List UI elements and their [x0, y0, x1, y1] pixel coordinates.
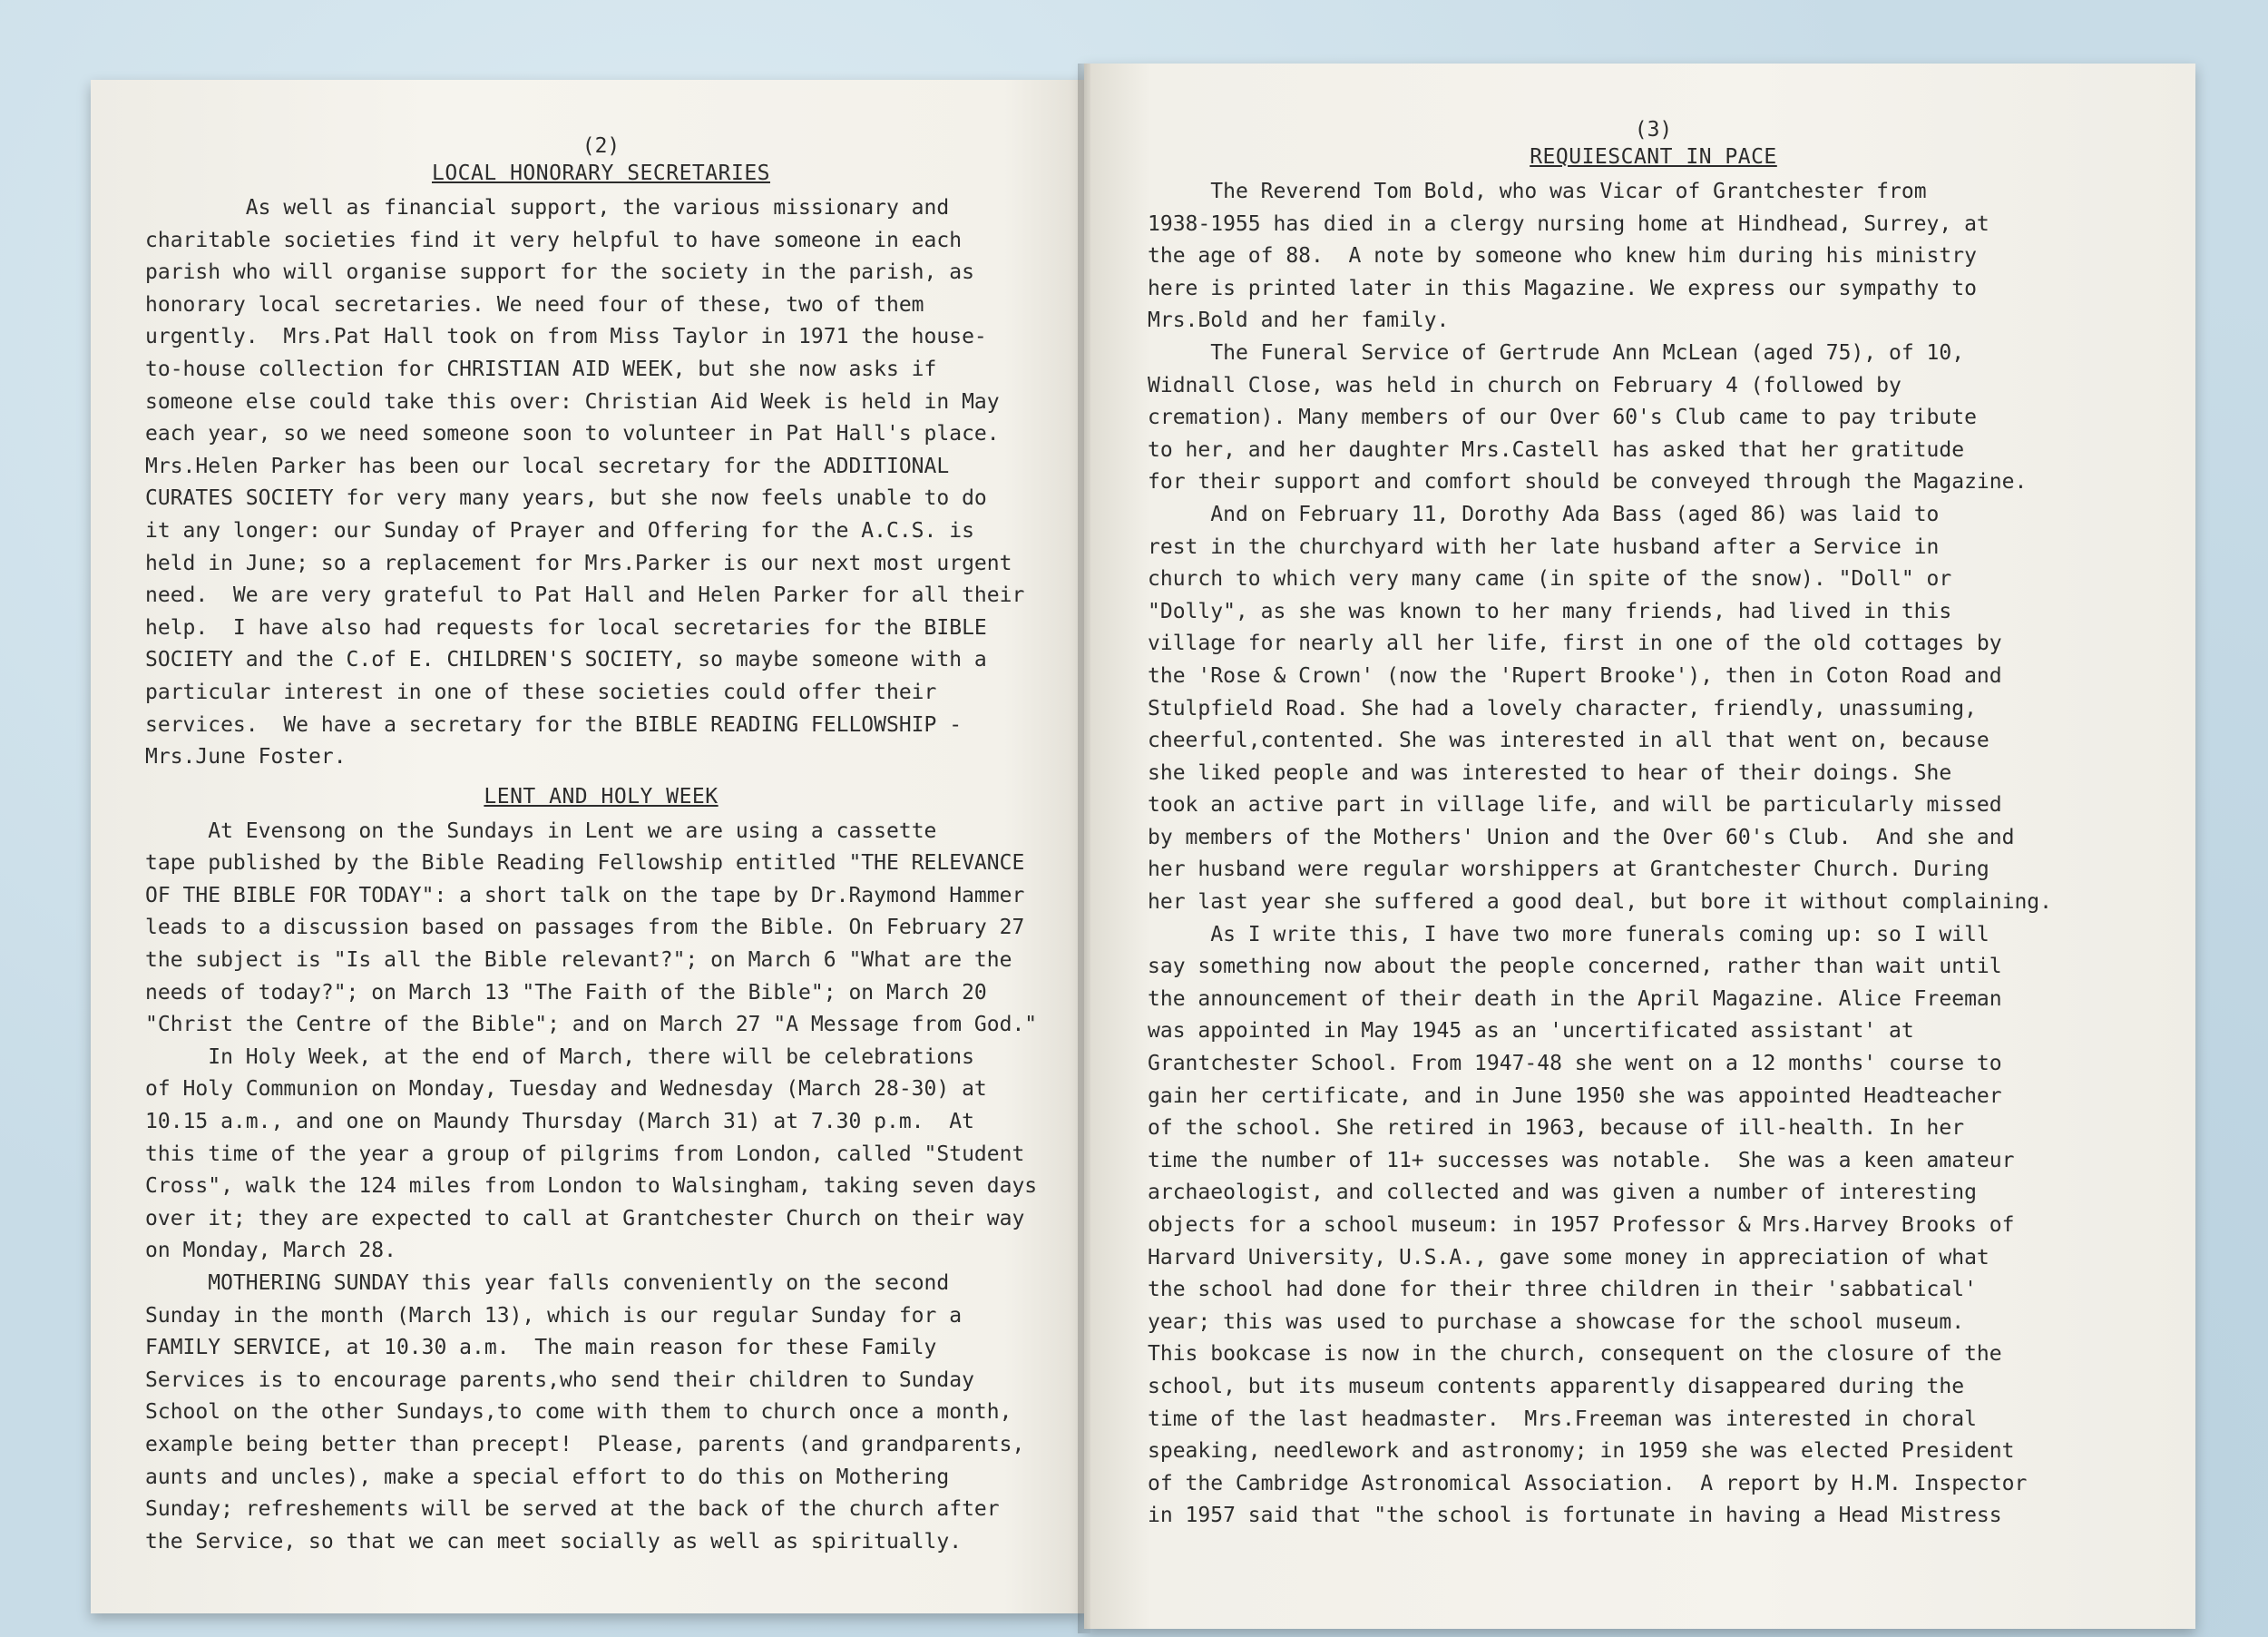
section-heading: REQUIESCANT IN PACE: [1530, 145, 1777, 169]
right-page: [1084, 64, 2195, 1629]
left-page: [91, 80, 1084, 1613]
section-heading: LOCAL HONORARY SECRETARIES: [431, 162, 771, 185]
section-heading: LENT AND HOLY WEEK: [484, 784, 719, 809]
page-number: (3): [1634, 118, 1673, 142]
section-body: As well as financial support, the various missionary and charitable societies find it very helpful to have someone in each parish who will organise support for the society in the parish, as honorary local secretaries. We need four of these, two of them urgently. Mrs.Pat Hall took on from Miss Taylor in 1971 the house- to-house collection for CHRISTIAN AID WEEK, but she now asks if someone else could take this over: Christian Aid Week is held in May each year, so we need someone soon to volunteer in Pat Hall's place. Mrs.Helen Parker has been our local secretary for the ADDITIONAL CURATES SOCIETY for very many years, but she now feels unable to do it any longer: our Sunday of Prayer and Offering for the A.C.S. is held in June; so a replacement for Mrs.Parker is our next most urgent need. We are very grateful to Pat Hall and Helen Parker for all their help. I have also had requests for local secretaries for the BIBLE SOCIETY and the C.of E. CHILDREN'S SOCIETY, so maybe someone with a particular interest in one of these societies could offer their services. We have a secretary for the BIBLE READING FELLOWSHIP - Mrs.June Foster.: [145, 196, 1025, 769]
section-body: The Reverend Tom Bold, who was Vicar of Grantchester from 1938-1955 has died in a clergy nursing home at Hindhead, Surrey, at the age of 88. A note by someone who knew him during his ministry here is printed later in this Magazine. We express our sympathy to Mrs.Bold and her family. The Funeral Service of Gertrude Ann McLean (aged 75), of 10, Widnall Close, was held in church on February 4 (followed by cremation). Many members of our Over 60's Club came to pay tribute to her, and her daughter Mrs.Castell has asked that her gratitude for their support and comfort should be conveyed through the Magazine. And on February 11, Dorothy Ada Bass (aged 86) was laid to rest in the churchyard with her late husband after a Service in church to which very many came (in spite of the snow). "Doll" or "Dolly", as she was known to her many friends, had lived in this village for nearly all her life, first in one of the old cottages by the 'Rose & Crown' (now the 'Rupert Brooke'), then in Coton Road and Stulpfield Road. She had a lovely character, friendly, unassuming, cheerful,contented. She was interested in all that went on, because she liked people and was interested to hear of their doings. She took an active part in village life, and will be particularly missed by members of the Mothers' Union and the Over 60's Club. And she and her husband were regular worshippers at Grantchester Church. During her last year she suffered a good deal, but bore it without complaining. As I write this, I have two more funerals coming up: so I will say something now about the people concerned, rather than wait until the announcement of their death in the April Magazine. Alice Freeman was appointed in May 1945 as an 'uncertificated assistant' at Grantchester School. From 1947-48 she went on a 12 months' course to gain her certificate, and in June 1950 she was appointed Headteacher of the school. She retired in 1963, because of ill-health. In her time the number of 11+ successes was notable. She was a keen amateur archaeologist, and collected and was given a number of interesting objects for a school museum: in 1957 Professor & Mrs.Harvey Brooks of Harvard University, U.S.A., gave some money in appreciation of what the school had done for their three children in their 'sabbatical' year; this was used to purchase a showcase for the school museum. This bookcase is now in the church, consequent on the closure of the school, but its museum contents apparently disappeared during the time of the last headmaster. Mrs.Freeman was interested in choral speaking, needlework and astronomy; in 1959 she was elected President of the Cambridge Astronomical Association. A report by H.M. Inspector in 1957 said that "the school is fortunate in having a Head Mistress: [1148, 180, 2052, 1528]
booklet-spine: [1078, 64, 1090, 1633]
page-number: (2): [582, 134, 621, 158]
section-body: At Evensong on the Sundays in Lent we are using a cassette tape published by the Bible Reading Fellowship entitled "THE RELEVANCE OF THE BIBLE FOR TODAY": a short talk on the tape by Dr.Raymond Hammer leads to a discussion based on passages from the Bible. On February 27 the subject is "Is all the Bible relevant?"; on March 6 "What are the needs of today?"; on March 13 "The Faith of the Bible"; on March 20 "Christ the Centre of the Bible"; and on March 27 "A Message from God." In Holy Week, at the end of March, there will be celebrations of Holy Communion on Monday, Tuesday and Wednesday (March 28-30) at 10.15 a.m., and one on Maundy Thursday (March 31) at 7.30 p.m. At this time of the year a group of pilgrims from London, called "Student Cross", walk the 124 miles from London to Walsingham, taking seven days over it; they are expected to call at Grantchester Church on their way on Monday, March 28. MOTHERING SUNDAY this year falls conveniently on the second Sunday in the month (March 13), which is our regular Sunday for a FAMILY SERVICE, at 10.30 a.m. The main reason for these Family Services is to encourage parents,who send their children to Sunday School on the other Sundays,to come with them to church once a month, example being better than precept! Please, parents (and grandparents, aunts and uncles), make a special effort to do this on Mothering Sunday; refreshements will be served at the back of the church after the Service, so that we can meet socially as well as spiritually.: [145, 818, 1038, 1554]
